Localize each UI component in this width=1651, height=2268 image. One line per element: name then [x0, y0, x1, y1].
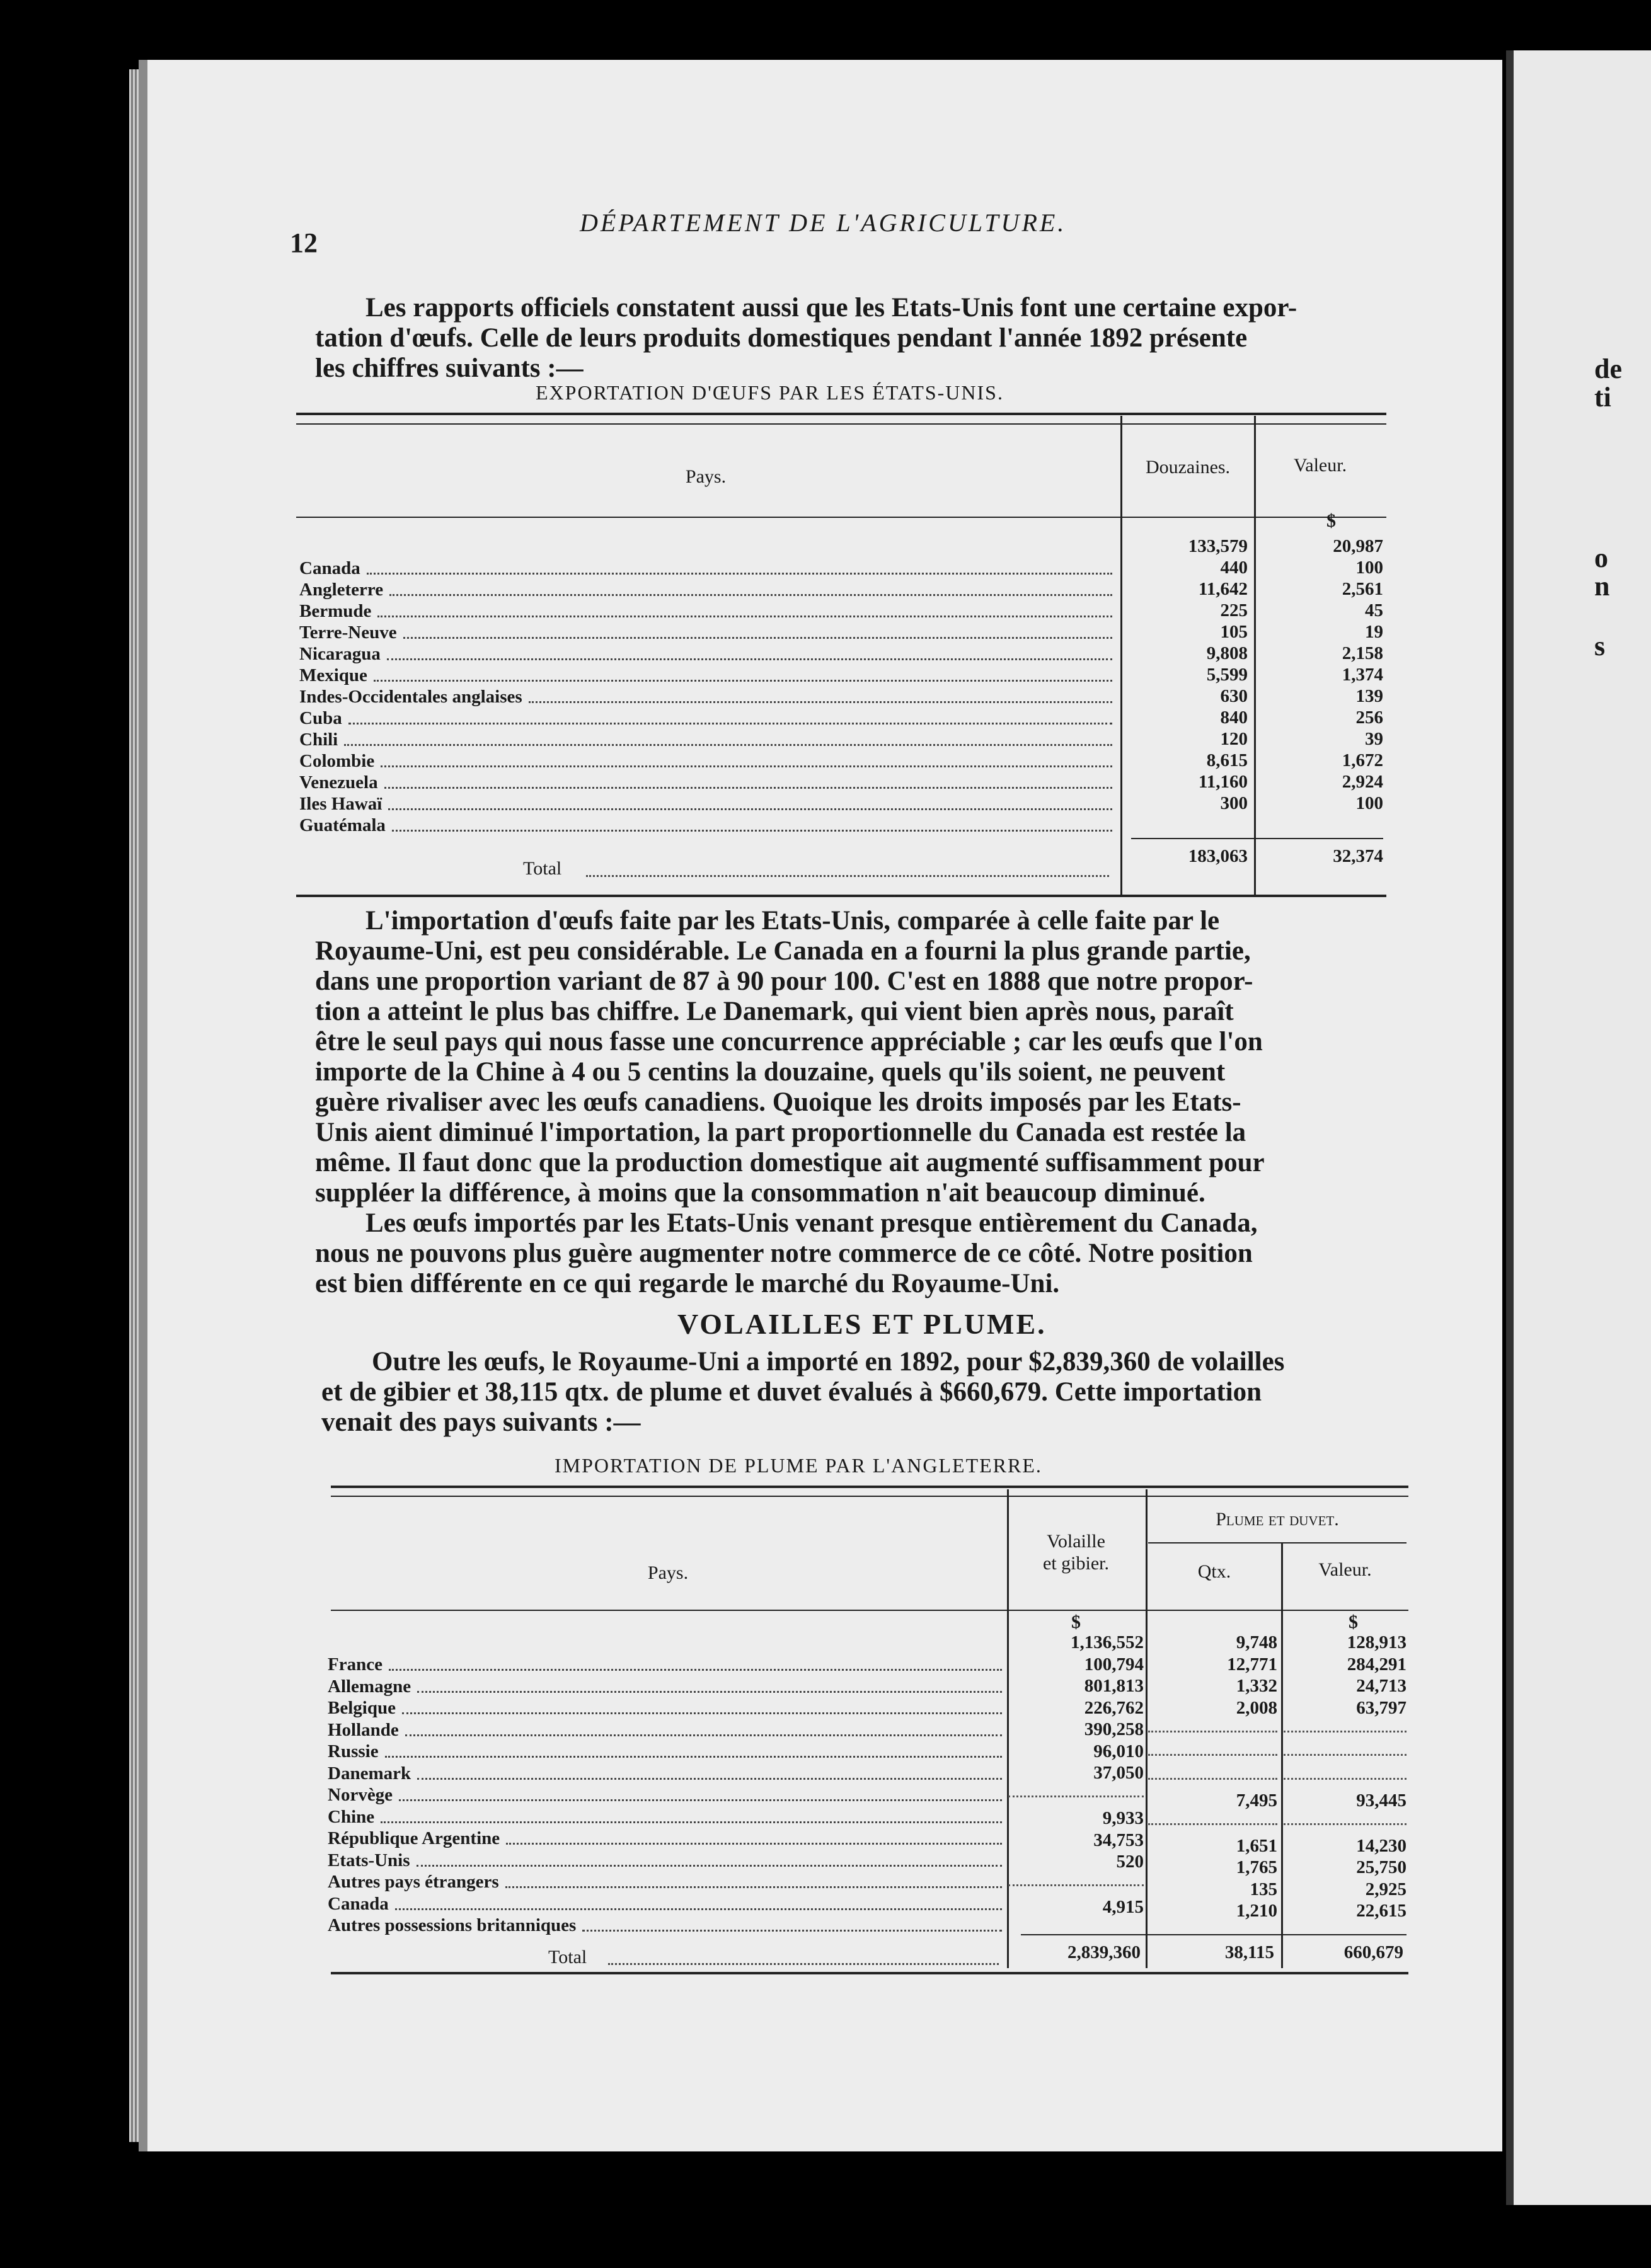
- cell-valeur: 284,291: [1347, 1654, 1407, 1675]
- dot-leader: [506, 1843, 1002, 1845]
- cell-valeur: [1284, 1811, 1407, 1825]
- cell-qtx: [1148, 1743, 1277, 1756]
- cell-valeur: 63,797: [1356, 1697, 1407, 1718]
- table-row: [328, 1654, 1008, 1676]
- row-country: Mexique: [299, 665, 367, 685]
- table-row: [328, 1763, 1008, 1785]
- cell-volaille: 801,813: [1084, 1676, 1144, 1696]
- row-country: Terre-Neuve: [299, 622, 397, 643]
- cell-valeur: 19: [1365, 622, 1383, 642]
- dot-leader: [399, 1799, 1002, 1801]
- dot-leader: [403, 637, 1112, 639]
- cell-qtx: 1,210: [1236, 1901, 1277, 1921]
- text-line: être le seul pays qui nous fasse une concurrence appréciable ; car les œufs que l'on: [315, 1027, 1263, 1057]
- table-row: [299, 665, 1119, 686]
- table-row: [299, 579, 1119, 600]
- cell-valeur: 100: [1355, 558, 1383, 578]
- cell-qtx: 2,008: [1236, 1697, 1277, 1718]
- dot-leader: [374, 680, 1112, 682]
- table-row: [299, 686, 1119, 707]
- table2-col-divider: [1146, 1489, 1148, 1968]
- paragraph-importation: [315, 906, 1399, 1208]
- cell-volaille: 390,258: [1084, 1719, 1144, 1739]
- dot-leader: [586, 875, 1109, 877]
- row-country: Angleterre: [299, 580, 384, 600]
- dot-leader: [381, 765, 1112, 767]
- cell-douzaines: 11,160: [1198, 772, 1248, 792]
- cell-qtx: 12,771: [1227, 1654, 1277, 1675]
- table2-currency: $: [1349, 1612, 1358, 1632]
- cell-douzaines: 630: [1220, 686, 1248, 706]
- cell-valeur: 2,158: [1342, 643, 1383, 663]
- row-country: Russie: [328, 1741, 379, 1761]
- dot-leader: [417, 1865, 1002, 1867]
- cell-valeur: 256: [1355, 707, 1383, 728]
- table1-douzaines-col: [1122, 536, 1248, 814]
- cell-qtx: [1148, 1811, 1277, 1825]
- table2-qtx-col: [1148, 1632, 1277, 1922]
- cell-valeur: 20,987: [1333, 536, 1383, 556]
- table2-rows: [328, 1654, 1008, 1937]
- table2-total-qtx: 38,115: [1224, 1942, 1274, 1962]
- row-country: Canada: [328, 1893, 389, 1914]
- text-line: Royaume-Uni, est peu considérable. Le Canada en a fourni la plus grande partie,: [315, 936, 1251, 966]
- table2-header-valeur: Valeur.: [1318, 1559, 1372, 1580]
- cell-douzaines: 840: [1220, 707, 1248, 728]
- text-line: importe de la Chine à 4 ou 5 centins la douzaine, quels qu'ils soient, ne peuvent: [315, 1057, 1226, 1087]
- text-line: même. Il faut donc que la production domestique ait augmenté suffisamment pour: [315, 1148, 1265, 1177]
- table-row: [328, 1676, 1008, 1698]
- text-line: nous ne pouvons plus guère augmenter notre commerce de ce côté. Notre position: [315, 1239, 1253, 1268]
- table-row: [299, 600, 1119, 622]
- cell-douzaines: 133,579: [1188, 536, 1248, 556]
- table-row: [299, 643, 1119, 665]
- cell-valeur: 14,230: [1356, 1835, 1407, 1856]
- text-line: venait des pays suivants :—: [321, 1407, 641, 1437]
- table2-header-qtx: Qtx.: [1197, 1561, 1231, 1582]
- text-line: Les œufs importés par les Etats-Unis venant presque entièrement du Canada,: [365, 1208, 1258, 1238]
- table1-header-rule: [296, 517, 1386, 518]
- text-line: tation d'œufs. Celle de leurs produits domestiques pendant l'année 1892 présente: [315, 323, 1248, 353]
- facing-page-fragment: n: [1594, 571, 1610, 602]
- row-country: Nicaragua: [299, 644, 381, 664]
- cell-douzaines: 11,642: [1198, 579, 1248, 599]
- table1-currency: $: [1326, 510, 1336, 531]
- cell-volaille: 34,753: [1093, 1830, 1144, 1850]
- dot-leader: [395, 1908, 1002, 1910]
- cell-volaille: 226,762: [1084, 1697, 1144, 1718]
- table-row: [328, 1719, 1008, 1741]
- cell-qtx: 7,495: [1236, 1790, 1277, 1811]
- text-line: L'importation d'œufs faite par les Etats-Unis, comparée à celle faite par le: [365, 906, 1220, 936]
- facing-page-fragment: ti: [1594, 382, 1611, 413]
- cell-douzaines: 225: [1220, 600, 1248, 621]
- dot-leader: [387, 658, 1112, 660]
- paragraph-volailles: [321, 1347, 1405, 1438]
- facing-page-fragment: s: [1594, 631, 1606, 662]
- table1-total-leader: [586, 860, 1109, 881]
- dot-leader: [405, 1734, 1002, 1736]
- table2-top-rule-2: [331, 1496, 1408, 1497]
- cell-valeur: [1284, 1743, 1407, 1756]
- facing-page-strip: [1506, 50, 1651, 2205]
- cell-valeur: 2,924: [1342, 772, 1383, 792]
- row-country: Canada: [299, 558, 360, 578]
- cell-valeur: 139: [1355, 686, 1383, 706]
- text-line: tion a atteint le plus bas chiffre. Le Danemark, qui vient bien après nous, paraît: [315, 997, 1234, 1026]
- text-line: les chiffres suivants :—: [315, 353, 584, 383]
- row-country: Belgique: [328, 1698, 396, 1718]
- page-number: 12: [290, 227, 318, 258]
- table-row: [328, 1828, 1008, 1850]
- row-country: Chine: [328, 1806, 375, 1827]
- dot-leader: [389, 1669, 1002, 1671]
- row-country: Guatémala: [299, 815, 386, 835]
- cell-qtx: [1148, 1766, 1277, 1780]
- dot-leader: [608, 1963, 999, 1965]
- table-row: [328, 1893, 1008, 1915]
- table-row: [328, 1871, 1008, 1893]
- table1-header-pays: Pays.: [685, 466, 727, 487]
- dot-leader: [377, 616, 1112, 617]
- cell-douzaines: 120: [1220, 729, 1248, 749]
- table2-volaille-col: [1008, 1632, 1144, 1918]
- table1-rows: [299, 558, 1119, 836]
- row-country: République Argentine: [328, 1828, 500, 1848]
- dot-leader: [388, 808, 1112, 810]
- cell-volaille: 96,010: [1093, 1741, 1144, 1761]
- running-head: DÉPARTEMENT DE L'AGRICULTURE.: [580, 209, 1067, 237]
- cell-valeur: 25,750: [1356, 1857, 1407, 1877]
- table2-total-volaille: 2,839,360: [1067, 1942, 1141, 1962]
- row-country: Hollande: [328, 1719, 399, 1740]
- cell-douzaines: 5,599: [1206, 665, 1248, 685]
- intro-paragraph: [315, 293, 1386, 384]
- cell-douzaines: 9,808: [1206, 643, 1248, 663]
- cell-douzaines: 105: [1220, 622, 1248, 642]
- row-country: Indes-Occidentales anglaises: [299, 687, 522, 707]
- table1-top-rule: [296, 413, 1386, 415]
- dot-leader: [402, 1712, 1002, 1714]
- text-line: Les rapports officiels constatent aussi que les Etats-Unis font une certaine expor-: [365, 293, 1297, 323]
- dot-leader: [417, 1778, 1002, 1780]
- table-row: [299, 772, 1119, 793]
- row-country: Colombie: [299, 751, 375, 771]
- table-row: [328, 1850, 1008, 1872]
- table-row: [299, 707, 1119, 729]
- section-title: VOLAILLES ET PLUME.: [677, 1308, 1047, 1340]
- row-country: Iles Hawaï: [299, 794, 383, 814]
- dot-leader: [384, 787, 1112, 789]
- cell-volaille: 100,794: [1084, 1654, 1144, 1675]
- table1-valeur-col: [1257, 536, 1383, 814]
- table2-header-volaille-2: et gibier.: [1043, 1553, 1109, 1574]
- cell-valeur: [1284, 1719, 1407, 1732]
- row-country: Allemagne: [328, 1676, 411, 1697]
- cell-volaille: 9,933: [1102, 1808, 1144, 1828]
- row-country: Venezuela: [299, 772, 378, 793]
- table-row: [328, 1784, 1008, 1806]
- cell-valeur: 2,561: [1342, 579, 1383, 599]
- cell-volaille: [1008, 1784, 1144, 1798]
- row-country: Cuba: [299, 708, 342, 728]
- table2-total-valeur: 660,679: [1343, 1942, 1403, 1962]
- table2-top-rule: [331, 1486, 1408, 1488]
- facing-page-fragment: de: [1594, 353, 1622, 384]
- dot-leader: [381, 1821, 1002, 1823]
- table-row: [299, 729, 1119, 750]
- dot-leader: [344, 744, 1112, 746]
- dot-leader: [348, 723, 1112, 724]
- cell-valeur: 100: [1355, 793, 1383, 813]
- cell-valeur: [1284, 1766, 1407, 1780]
- dot-leader: [367, 573, 1112, 575]
- table1-caption: EXPORTATION D'ŒUFS PAR LES ÉTATS-UNIS.: [536, 381, 1004, 404]
- table-row: [328, 1806, 1008, 1828]
- table1-bottom-rule: [296, 895, 1386, 897]
- table1-header-douzaines: Douzaines.: [1145, 457, 1231, 478]
- cell-volaille: 37,050: [1093, 1763, 1144, 1783]
- cell-volaille: 4,915: [1102, 1897, 1144, 1917]
- table1-total-rule: [1131, 838, 1383, 839]
- table1-header-valeur: Valeur.: [1293, 455, 1347, 476]
- row-country: Autres possessions britanniques: [328, 1915, 577, 1935]
- table2-header-plume-group: Plume et duvet.: [1216, 1509, 1339, 1530]
- table2-total-rule: [1021, 1934, 1407, 1935]
- gutter-line: [1506, 50, 1514, 2205]
- table2-total-label: Total: [548, 1947, 587, 1967]
- cell-valeur: 93,445: [1356, 1790, 1407, 1811]
- text-line: suppléer la différence, à moins que la consommation n'ait beaucoup diminué.: [315, 1178, 1205, 1208]
- table2-caption: IMPORTATION DE PLUME PAR L'ANGLETERRE.: [555, 1454, 1042, 1477]
- text-line: Outre les œufs, le Royaume-Uni a importé en 1892, pour $2,839,360 de volailles: [372, 1347, 1285, 1377]
- text-line: Unis aient diminué l'importation, la part proportionnelle du Canada est restée la: [315, 1118, 1246, 1147]
- table2-valeur-col: [1284, 1632, 1407, 1922]
- table2-currency: $: [1071, 1612, 1081, 1632]
- cell-valeur: 2,925: [1365, 1879, 1407, 1899]
- table1-total-valeur: 32,374: [1333, 846, 1383, 866]
- row-country: Norvège: [328, 1785, 393, 1805]
- table-row: [328, 1915, 1008, 1937]
- cell-douzaines: 8,615: [1206, 750, 1248, 770]
- cell-valeur: 1,374: [1342, 665, 1383, 685]
- table-row: [299, 815, 1119, 836]
- row-country: France: [328, 1654, 383, 1675]
- table1-col-divider: [1254, 416, 1256, 895]
- table-row: [328, 1697, 1008, 1719]
- cell-douzaines: 300: [1220, 793, 1248, 813]
- cell-valeur: 22,615: [1356, 1901, 1407, 1921]
- text-line: et de gibier et 38,115 qtx. de plume et duvet évalués à $660,679. Cette importation: [321, 1377, 1262, 1407]
- cell-qtx: 1,651: [1236, 1835, 1277, 1856]
- dot-leader: [582, 1930, 1002, 1932]
- table2-header-pays: Pays.: [647, 1562, 689, 1583]
- dot-leader: [389, 594, 1112, 596]
- cell-valeur: 128,913: [1347, 1632, 1407, 1652]
- cell-volaille: 520: [1116, 1852, 1144, 1872]
- cell-qtx: 1,765: [1236, 1857, 1277, 1877]
- cell-qtx: 135: [1250, 1879, 1277, 1899]
- cell-valeur: 24,713: [1356, 1676, 1407, 1696]
- row-country: Danemark: [328, 1763, 411, 1784]
- dot-leader: [505, 1886, 1002, 1888]
- dot-leader: [385, 1756, 1002, 1758]
- paragraph-position: [315, 1208, 1399, 1299]
- row-country: Etats-Unis: [328, 1850, 410, 1870]
- table2-header-volaille: Volaille: [1047, 1531, 1105, 1552]
- cell-valeur: 45: [1365, 600, 1383, 621]
- cell-qtx: 9,748: [1236, 1632, 1277, 1652]
- cell-valeur: 39: [1365, 729, 1383, 749]
- cell-valeur: 1,672: [1342, 750, 1383, 770]
- row-country: Chili: [299, 730, 338, 750]
- dot-leader: [392, 830, 1112, 832]
- table-row: [299, 750, 1119, 772]
- table1-top-rule-2: [296, 423, 1386, 425]
- table2-col-divider: [1281, 1544, 1283, 1968]
- dot-leader: [417, 1691, 1002, 1693]
- table2-group-rule: [1148, 1542, 1407, 1544]
- cell-volaille: [1008, 1873, 1144, 1887]
- facing-page-fragment: o: [1594, 542, 1608, 573]
- text-line: guère rivaliser avec les œufs canadiens. Quoique les droits imposés par les Etats-: [315, 1087, 1241, 1117]
- row-country: Autres pays étrangers: [328, 1872, 499, 1892]
- row-country: Bermude: [299, 601, 372, 621]
- table-row: [299, 793, 1119, 815]
- table1-total-label: Total: [523, 858, 562, 879]
- text-line: dans une proportion variant de 87 à 90 pour 100. C'est en 1888 que notre propor-: [315, 966, 1253, 996]
- text-line: est bien différente en ce qui regarde le marché du Royaume-Uni.: [315, 1269, 1060, 1298]
- table-row: [299, 622, 1119, 643]
- cell-qtx: 1,332: [1236, 1676, 1277, 1696]
- cell-douzaines: 440: [1220, 558, 1248, 578]
- cell-volaille: 1,136,552: [1071, 1632, 1144, 1652]
- table-row: [299, 558, 1119, 579]
- table2-header-rule: [331, 1610, 1408, 1611]
- table2-bottom-rule: [331, 1972, 1408, 1974]
- table2-total-leader: [608, 1948, 999, 1969]
- table-row: [328, 1741, 1008, 1763]
- cell-qtx: [1148, 1719, 1277, 1732]
- dot-leader: [529, 701, 1112, 703]
- table1-total-douzaines: 183,063: [1188, 846, 1248, 866]
